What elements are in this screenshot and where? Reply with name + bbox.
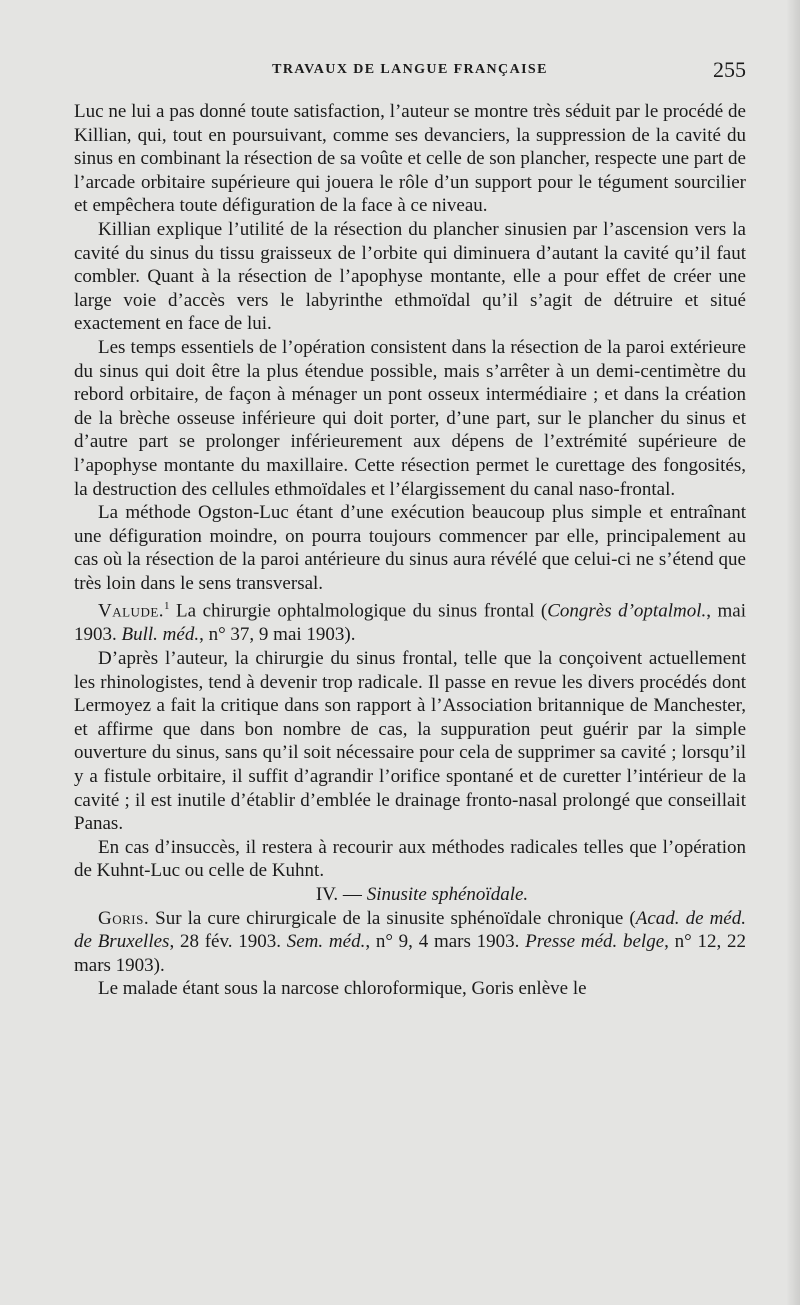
paragraph-2: Killian explique l’utilité de la résection du plancher sinusien par l’ascension vers la cavité du sinus du tissu graisseux de l’orbite qui diminuera d’autant la cavité qu’il faut combler. Quant à la résection de l’apophyse montante, elle a pour effet de créer une large voie d’accès vers le labyrinthe ethmoïdal qu’il s’agit de détruire et situé exactement en face de lui. bbox=[74, 218, 746, 335]
reference-text-3: , n° 37, 9 mai 1903). bbox=[199, 624, 356, 646]
section-heading bbox=[74, 883, 746, 907]
page-number: 255 bbox=[713, 57, 746, 82]
reference-text: La chirurgie ophtalmologique du sinus frontal ( bbox=[169, 600, 548, 622]
paragraph-6: D’après l’auteur, la chirurgie du sinus frontal, telle que la conçoivent actuellement les rhinologistes, tend à devenir trop radicale. Il passe en revue les divers procédés dont Lermoyez a fait la critique dans son rapport à l’Association britannique de Manchester, et affirme que dans bon nombre de cas, la suppuration peut guérir par la simple ouverture du sinus, sans qu’il soit nécessaire pour cela de supprimer sa cavité ; lorsqu’il y a fistule orbitaire, il suffit d’agrandir l’orifice spontané et de curetter l’intérieur de la cavité ; il est inutile d’établir d’emblée le drainage fronto-nasal prolongé que conseillait Panas. bbox=[74, 647, 746, 835]
paragraph-4: La méthode Ogston-Luc étant d’une exécution beaucoup plus simple et entraînant une défiguration moindre, on pourra toujours commencer par elle, principalement au cas où la résection de la paroi antérieure du sinus aura révélé que celui-ci ne s’étend que très loin dans le sens transversal. bbox=[74, 502, 746, 594]
paragraph-9: Le malade étant sous la narcose chloroformique, Goris enlève le bbox=[98, 978, 587, 1000]
author-goris: Goris. bbox=[98, 907, 150, 929]
reference-valude bbox=[74, 595, 746, 647]
reference-goris-text-3: , n° 9, 4 mars 1903. bbox=[365, 931, 526, 953]
reference-goris-text-1: Sur la cure chirurgicale de la sinusite sphénoïdale chronique ( bbox=[149, 907, 636, 929]
page-edge-shadow bbox=[786, 0, 800, 1305]
reference-journal-2: Bull. méd. bbox=[121, 624, 200, 646]
reference-goris-journal-3: Presse méd. belge bbox=[525, 931, 665, 953]
reference-journal-1: Congrès d’optalmol. bbox=[547, 600, 707, 622]
paragraph-1: Luc ne lui a pas donné toute satisfaction, l’auteur se montre très séduit par le procédé de Killian, qui, tout en poursuivant, comme ses devanciers, la suppression de la cavité du sinus en combinant la résection de sa voûte et celle de son plancher, respecte une part de l’arcade orbitaire supérieure qui jouera le rôle d’un support pour le tégument sourcilier et empêchera toute défiguration de la face à ce niveau. bbox=[74, 101, 746, 217]
section-title: Sinusite sphénoïdale. bbox=[366, 883, 529, 905]
reference-goris-journal-1: Acad. de méd. de Bruxelles bbox=[74, 907, 746, 953]
page-header bbox=[74, 59, 746, 85]
footnote-marker: 1 bbox=[164, 600, 170, 613]
paragraph-7: En cas d’insuccès, il restera à recourir aux méthodes radicales telles que l’opération de Kuhnt-Luc ou celle de Kuhnt. bbox=[74, 836, 746, 882]
running-title: TRAVAUX DE LANGUE FRANÇAISE bbox=[272, 62, 548, 77]
paragraph-3: Les temps essentiels de l’opération consistent dans la résection de la paroi extérieure du sinus qui doit être la plus étendue possible, mais s’arrêter à un demi-centimètre du rebord orbitaire, de façon à ménager un pont osseux intermédiaire ; et dans la création de la brèche osseuse inférieure qui doit porter, d’une part, sur le plancher du sinus et d’autre part se prolonger inférieurement aux dépens de l’extrémité supérieure de l’apophyse montante du maxillaire. Cette résection permet le curettage des fongosités, la destruction des cellules ethmoïdales et l’élargissement du canal naso-frontal. bbox=[74, 336, 746, 500]
reference-text-2: , mai 1903. bbox=[74, 600, 747, 646]
reference-goris-text-4: , n° 12, 22 mars 1903). bbox=[74, 931, 747, 976]
reference-goris-text-2: , 28 fév. 1903. bbox=[169, 931, 287, 953]
section-number: IV. — bbox=[315, 883, 367, 905]
reference-goris-journal-2: Sem. méd. bbox=[286, 931, 366, 953]
page-body bbox=[74, 100, 746, 1001]
author-valude: Valude. bbox=[98, 600, 165, 622]
reference-goris bbox=[74, 907, 746, 978]
